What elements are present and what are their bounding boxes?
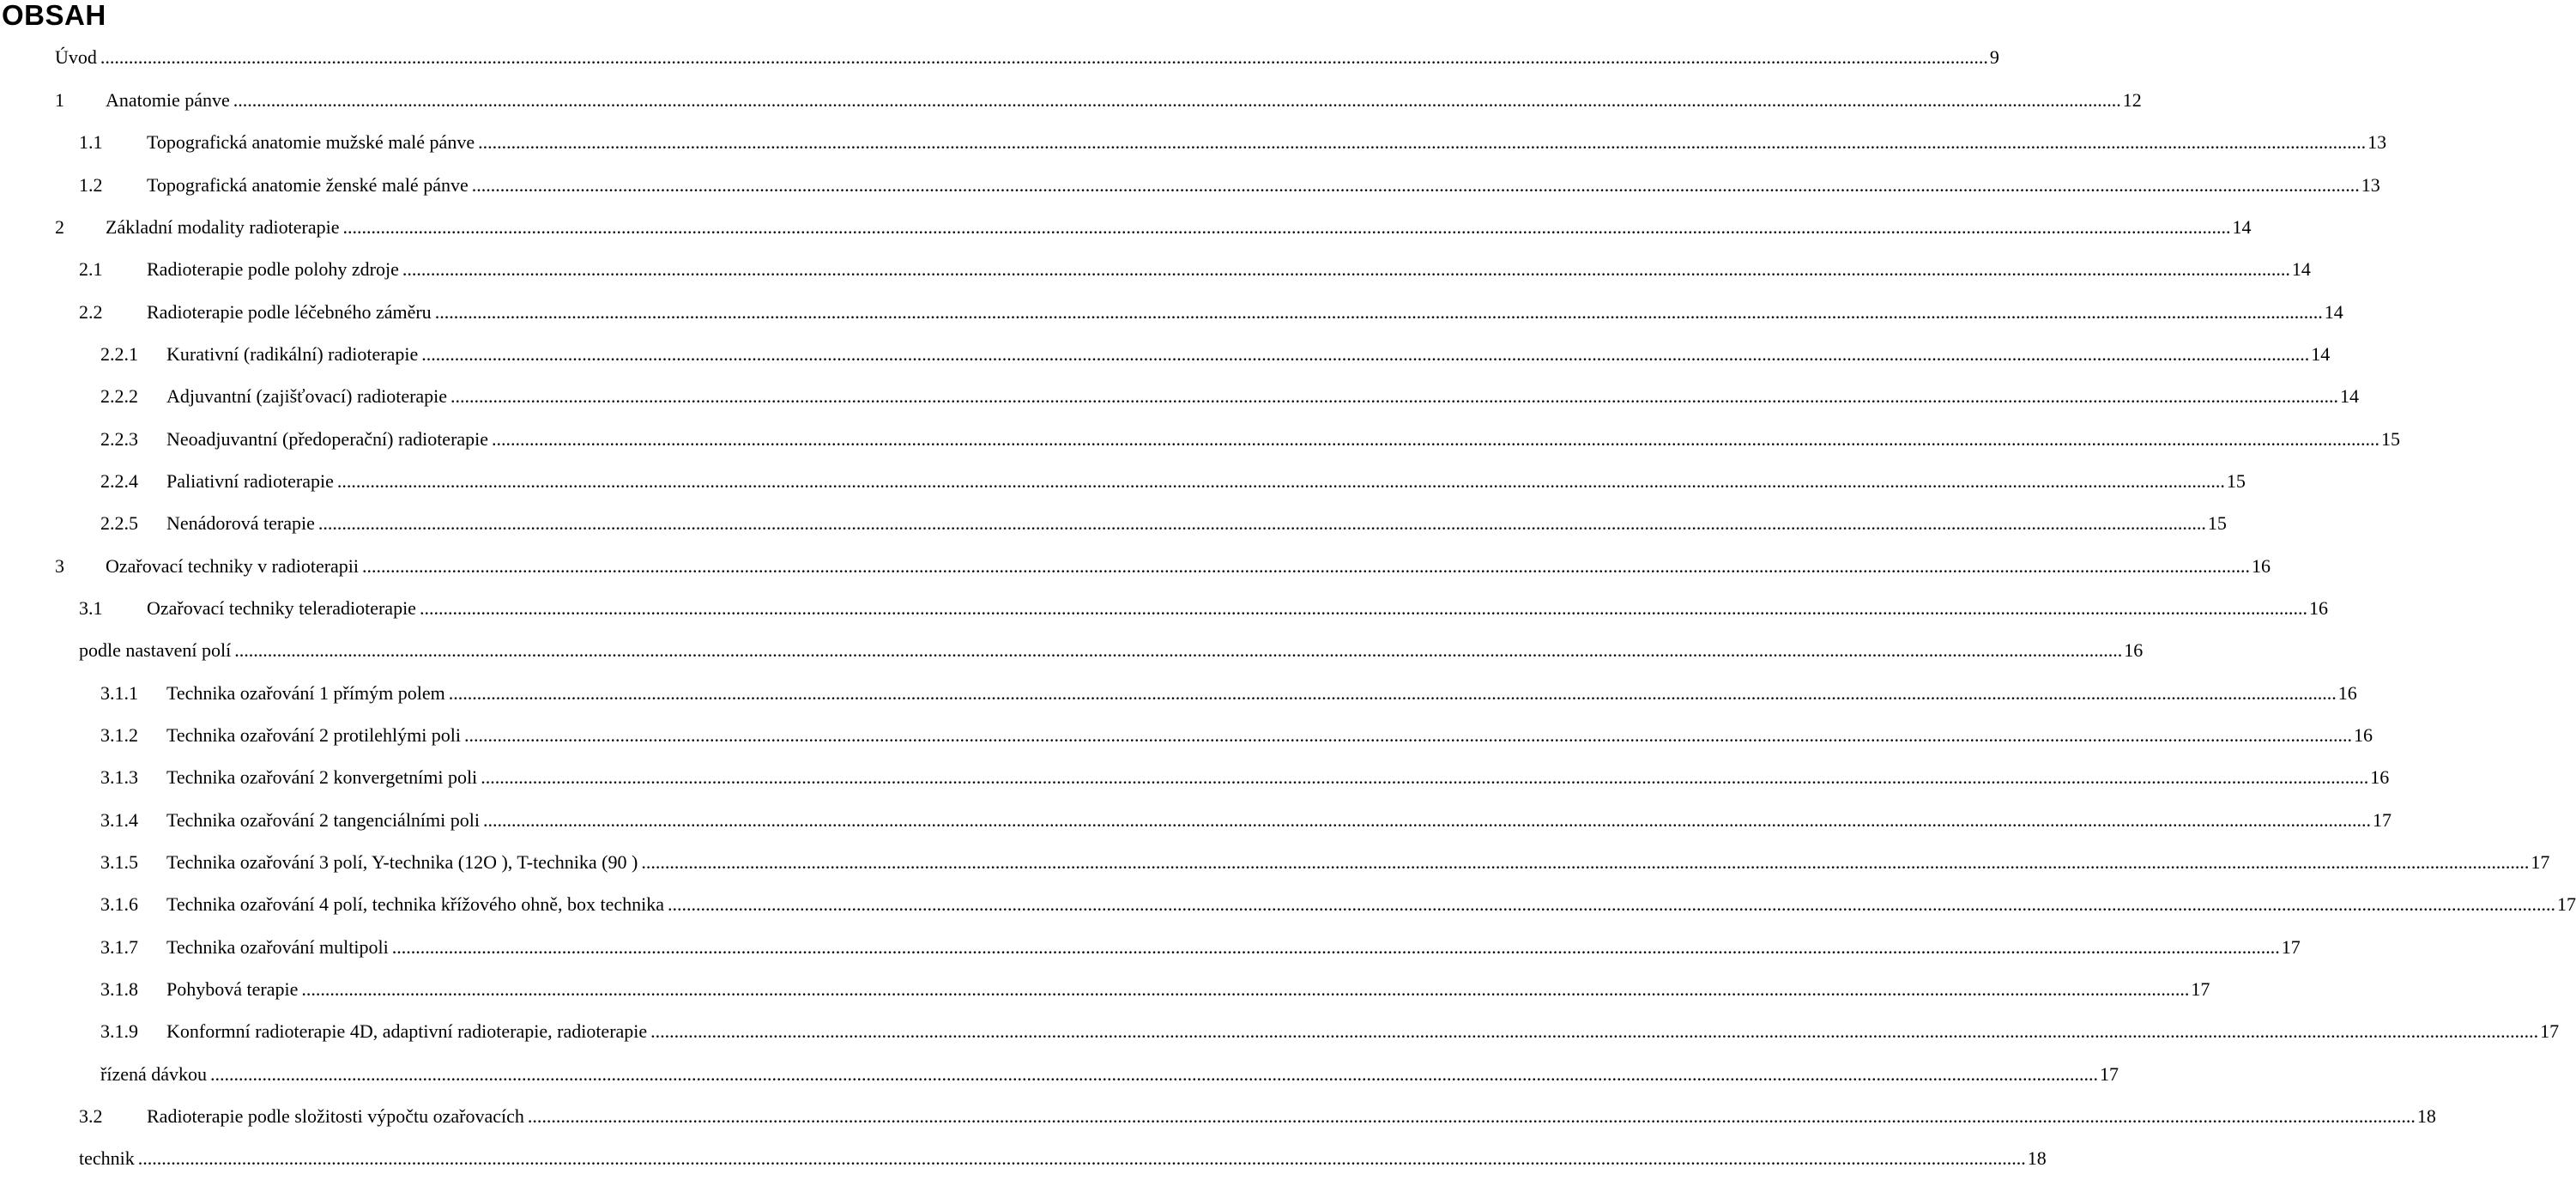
toc-entry-number: 2.2.1 [100, 343, 138, 365]
toc-entry[interactable] [0, 340, 2331, 369]
toc-entry-page-number: 17 [2531, 851, 2550, 873]
toc-entry-title: technik [79, 1147, 135, 1169]
toc-entry-page-number: 13 [2367, 131, 2387, 153]
toc-entry[interactable] [0, 721, 2373, 750]
toc-entry-page-number: 17 [2191, 978, 2210, 1000]
toc-entry-number: 3.1.9 [100, 1020, 138, 1042]
toc-entry[interactable] [0, 933, 2301, 962]
toc-entry-title: podle nastavení polí [79, 639, 232, 661]
toc-entry-title: Technika ozařování 4 polí, technika křížového ohně, box technika [166, 893, 665, 915]
toc-entry-title: Radioterapie podle složitosti výpočtu ozařovacích [147, 1105, 524, 1127]
toc-entry-title: Radioterapie podle polohy zdroje [147, 258, 399, 280]
dot-leader: ................................................................................................................................................................................................................................................................................................................................................................................................................ [100, 46, 1988, 68]
toc-entry[interactable] [0, 86, 2142, 115]
toc-entry-page-number: 16 [2252, 555, 2271, 577]
toc-entry-title: Topografická anatomie ženské malé pánve [147, 174, 469, 196]
dot-leader: ................................................................................................................................................................................................................................................................................................................................................................................................................ [450, 385, 2339, 407]
toc-entry-title: Konformní radioterapie 4D, adaptivní radioterapie, radioterapie [166, 1020, 648, 1042]
toc-entry[interactable] [0, 1144, 2047, 1173]
toc-entry-title: Ozařovací techniky teleradioterapie [147, 597, 416, 619]
toc-entry-page-number: 15 [2381, 428, 2401, 450]
toc-entry-number: 2.2.2 [100, 385, 138, 407]
toc-entry-number: 1.1 [79, 131, 103, 153]
toc-entry-page-number: 14 [2311, 343, 2331, 365]
toc-entry-title: Adjuvantní (zajišťovací) radioterapie [166, 385, 448, 407]
toc-entry[interactable] [0, 467, 2246, 496]
dot-leader: ................................................................................................................................................................................................................................................................................................................................................................................................................ [421, 343, 2310, 365]
toc-entry-number: 3.1.6 [100, 893, 138, 915]
toc-entry[interactable] [0, 43, 1999, 72]
dot-leader: ................................................................................................................................................................................................................................................................................................................................................................................................................ [233, 89, 2121, 111]
toc-entry-page-number: 13 [2361, 174, 2380, 196]
dot-leader: ................................................................................................................................................................................................................................................................................................................................................................................................................ [402, 258, 2290, 280]
toc-entry-title: Úvod [55, 46, 97, 68]
toc-entry-page-number: 16 [2308, 597, 2328, 619]
toc-entry-page-number: 17 [2373, 809, 2392, 831]
toc-entry-page-number: 15 [2226, 470, 2246, 492]
dot-leader: ................................................................................................................................................................................................................................................................................................................................................................................................................ [641, 851, 2530, 873]
dot-leader: ................................................................................................................................................................................................................................................................................................................................................................................................................ [419, 597, 2307, 619]
toc-entry-title: Základní modality radioterapie [106, 216, 340, 238]
dot-leader: ................................................................................................................................................................................................................................................................................................................................................................................................................ [481, 766, 2369, 788]
dot-leader: ................................................................................................................................................................................................................................................................................................................................................................................................................ [448, 682, 2337, 704]
toc-entry-number: 2 [55, 216, 64, 238]
toc-entry-number: 3.2 [79, 1105, 103, 1127]
toc-entry[interactable] [0, 552, 2271, 581]
toc-entry-title: Technika ozařování 1 přímým polem [166, 682, 445, 704]
toc-entry-number: 3.1 [79, 597, 103, 619]
toc-entry-page-number: 17 [2540, 1020, 2560, 1042]
toc-entry-number: 3.1.8 [100, 978, 138, 1000]
dot-leader: ................................................................................................................................................................................................................................................................................................................................................................................................................ [478, 131, 2367, 153]
toc-entry-page-number: 14 [2291, 258, 2311, 280]
toc-entry-number: 3 [55, 555, 64, 577]
dot-leader: ................................................................................................................................................................................................................................................................................................................................................................................................................ [234, 639, 2123, 661]
dot-leader: ................................................................................................................................................................................................................................................................................................................................................................................................................ [527, 1105, 2416, 1127]
toc-entry-title: Technika ozařování multipoli [166, 936, 389, 958]
toc-entry-page-number: 12 [2122, 89, 2142, 111]
toc-entry[interactable] [0, 1060, 2119, 1089]
toc-entry[interactable] [0, 763, 2390, 792]
toc-entry-number: 2.2 [79, 301, 103, 323]
dot-leader: ................................................................................................................................................................................................................................................................................................................................................................................................................ [362, 555, 2251, 577]
toc-entry-page-number: 18 [2416, 1105, 2436, 1127]
toc-entry[interactable] [0, 509, 2227, 538]
toc-entry-page-number: 16 [2337, 682, 2357, 704]
toc-entry-page-number: 16 [2354, 724, 2373, 746]
dot-leader: ................................................................................................................................................................................................................................................................................................................................................................................................................ [301, 978, 2190, 1000]
toc-entry-title: Technika ozařování 2 tangenciálními poli [166, 809, 480, 831]
toc-entry-page-number: 16 [2124, 639, 2144, 661]
toc-entry-title: Neoadjuvantní (předoperační) radioterapie [166, 428, 489, 450]
toc-entry-number: 3.1.4 [100, 809, 138, 831]
dot-leader: ................................................................................................................................................................................................................................................................................................................................................................................................................ [650, 1020, 2539, 1042]
toc-entry-number: 2.2.4 [100, 470, 138, 492]
dot-leader: ................................................................................................................................................................................................................................................................................................................................................................................................................ [391, 936, 2280, 958]
toc-entry-number: 3.1.2 [100, 724, 138, 746]
toc-entry-title: Paliativní radioterapie [166, 470, 334, 492]
toc-entry-number: 2.2.3 [100, 428, 138, 450]
toc-entry-title: Pohybová terapie [166, 978, 299, 1000]
toc-entry-title: Topografická anatomie mužské malé pánve [147, 131, 475, 153]
toc-entry[interactable] [0, 128, 2387, 157]
toc-entry-page-number: 17 [2100, 1063, 2119, 1085]
dot-leader: ................................................................................................................................................................................................................................................................................................................................................................................................................ [464, 724, 2353, 746]
toc-entry[interactable] [0, 298, 2343, 327]
toc-entry-number: 2.1 [79, 258, 103, 280]
toc-entry[interactable] [0, 636, 2144, 665]
dot-leader: ................................................................................................................................................................................................................................................................................................................................................................................................................ [492, 428, 2380, 450]
toc-entry[interactable] [0, 806, 2392, 835]
toc-entry-title: Anatomie pánve [106, 89, 230, 111]
toc-entry-page-number: 14 [2340, 385, 2360, 407]
toc-entry[interactable] [0, 848, 2550, 877]
toc-entry-title: Kurativní (radikální) radioterapie [166, 343, 419, 365]
toc-entry[interactable] [0, 594, 2328, 623]
toc-entry[interactable] [0, 425, 2401, 454]
toc-entry-title: řízená dávkou [100, 1063, 207, 1085]
toc-entry[interactable] [0, 1102, 2436, 1131]
toc-entry-number: 1.2 [79, 174, 103, 196]
dot-leader: ................................................................................................................................................................................................................................................................................................................................................................................................................ [317, 512, 2206, 534]
toc-entry-number: 3.1.3 [100, 766, 138, 788]
dot-leader: ................................................................................................................................................................................................................................................................................................................................................................................................................ [336, 470, 2225, 492]
toc-entry[interactable] [0, 171, 2380, 200]
toc-entry-title: Nenádorová terapie [166, 512, 315, 534]
toc-entry-page-number: 17 [2557, 893, 2576, 915]
dot-leader: ................................................................................................................................................................................................................................................................................................................................................................................................................ [210, 1063, 2098, 1085]
toc-heading: OBSAH [2, 0, 106, 31]
toc-entry-title: Radioterapie podle léčebného záměru [147, 301, 432, 323]
toc-entry-page-number: 15 [2207, 512, 2227, 534]
toc-entry-number: 3.1.1 [100, 682, 138, 704]
toc-entry-page-number: 14 [2232, 216, 2252, 238]
toc-entry[interactable] [0, 213, 2252, 242]
toc-entry[interactable] [0, 679, 2357, 708]
toc-entry-number: 1 [55, 89, 64, 111]
toc-entry-title: Ozařovací techniky v radioterapii [106, 555, 360, 577]
toc-entry-title: Technika ozařování 2 protilehlými poli [166, 724, 462, 746]
dot-leader: ................................................................................................................................................................................................................................................................................................................................................................................................................ [342, 216, 2231, 238]
toc-entry-page-number: 14 [2324, 301, 2343, 323]
toc-entry[interactable] [0, 382, 2360, 411]
toc-entry-number: 3.1.5 [100, 851, 138, 873]
dot-leader: ................................................................................................................................................................................................................................................................................................................................................................................................................ [137, 1147, 2026, 1169]
toc-entry-page-number: 17 [2281, 936, 2301, 958]
toc-entry-page-number: 18 [2027, 1147, 2047, 1169]
toc-entry[interactable] [0, 1017, 2560, 1046]
toc-entry-number: 3.1.7 [100, 936, 138, 958]
toc-entry[interactable] [0, 975, 2210, 1004]
dot-leader: ................................................................................................................................................................................................................................................................................................................................................................................................................ [471, 174, 2360, 196]
toc-entry-page-number: 16 [2370, 766, 2390, 788]
toc-entry[interactable] [0, 890, 2576, 919]
dot-leader: ................................................................................................................................................................................................................................................................................................................................................................................................................ [483, 809, 2371, 831]
toc-entry-page-number: 9 [1989, 46, 1999, 68]
toc-entry-title: Technika ozařování 3 polí, Y-technika (12O ), T-technika (90 ) [166, 851, 638, 873]
dot-leader: ................................................................................................................................................................................................................................................................................................................................................................................................................ [434, 301, 2323, 323]
toc-entry-title: Technika ozařování 2 konvergetními poli [166, 766, 478, 788]
toc-entry-number: 2.2.5 [100, 512, 138, 534]
toc-entry[interactable] [0, 255, 2311, 284]
dot-leader: ................................................................................................................................................................................................................................................................................................................................................................................................................ [668, 893, 2556, 915]
